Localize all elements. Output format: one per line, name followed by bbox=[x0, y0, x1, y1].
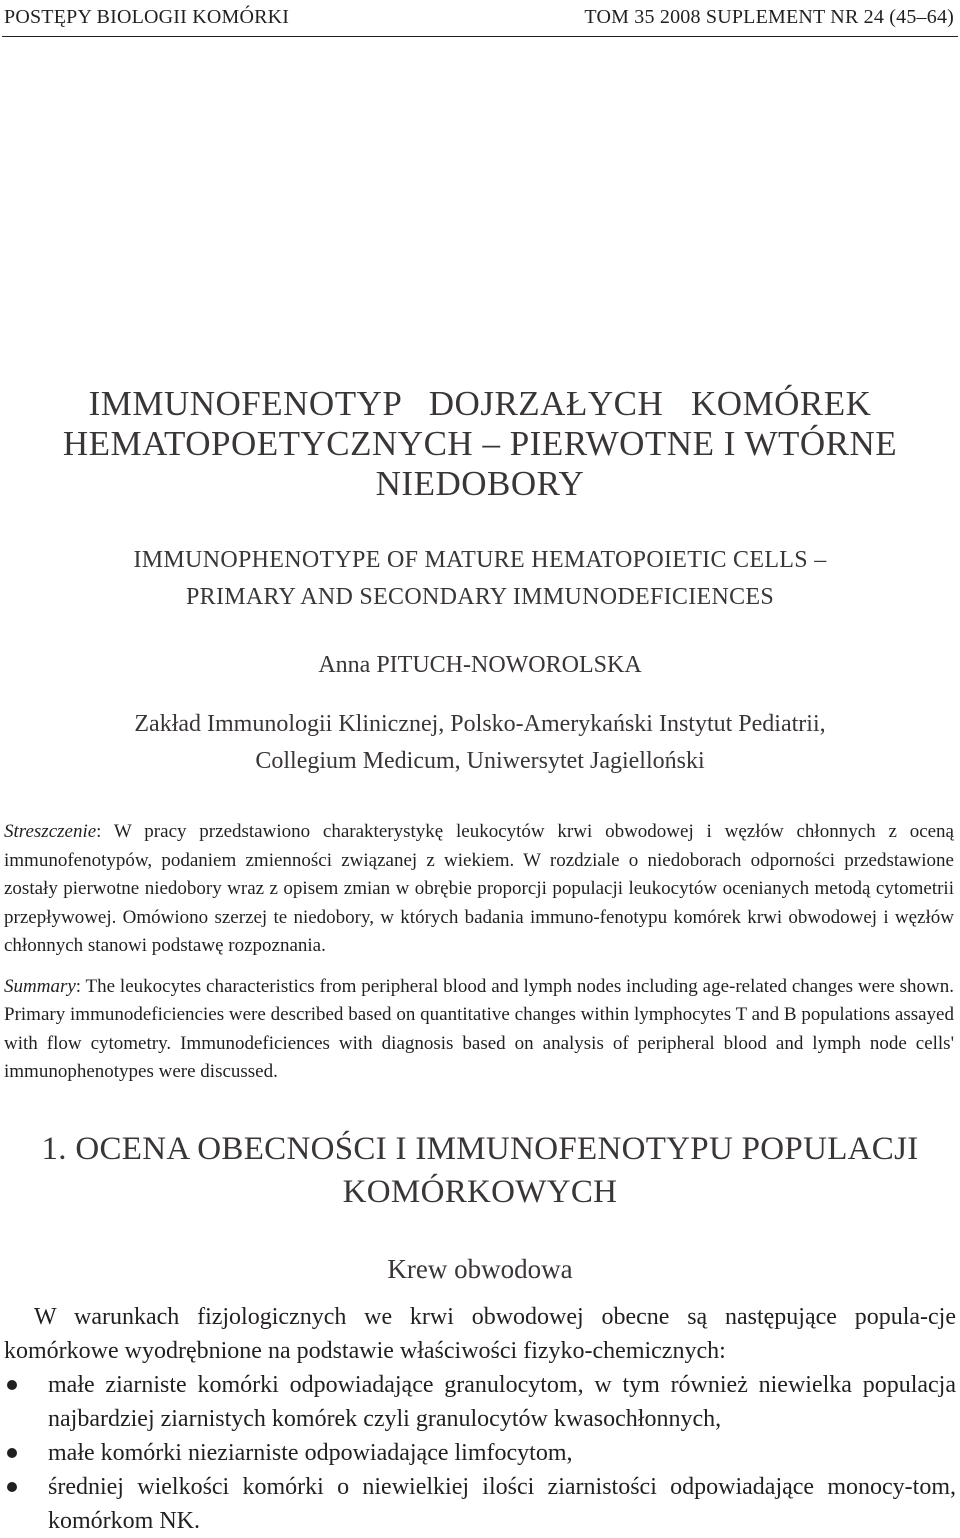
subsection-heading: Krew obwodowa bbox=[387, 1254, 573, 1284]
affiliation-line-2: Collegium Medicum, Uniwersytet Jagielloński bbox=[255, 748, 705, 774]
bullet-icon bbox=[7, 1380, 17, 1390]
title-polish-line-3: NIEDOBORY bbox=[375, 464, 585, 503]
header-rule bbox=[2, 36, 958, 37]
title-polish-line-1: IMMUNOFENOTYP DOJRZAŁYCH KOMÓREK bbox=[88, 384, 872, 423]
author-affiliation bbox=[0, 706, 960, 780]
list-item-text: średniej wielkości komórki o niewielkiej ilości ziarnistości odpowiadające monocy-tom, komórkom NK. bbox=[48, 1474, 956, 1534]
affiliation-line-1: Zakład Immunologii Klinicznej, Polsko-Amerykański Instytut Pediatrii, bbox=[134, 711, 826, 737]
list-item bbox=[4, 1470, 956, 1538]
summary-label: Summary bbox=[4, 975, 76, 997]
author-name: Anna PITUCH-NOWOROLSKA bbox=[318, 652, 642, 678]
running-header bbox=[4, 6, 954, 29]
issue-info: TOM 35 2008 SUPLEMENT NR 24 (45–64) bbox=[584, 6, 954, 28]
section-heading-line-2: KOMÓRKOWYCH bbox=[342, 1174, 618, 1210]
cell-population-list bbox=[4, 1368, 956, 1538]
list-item bbox=[4, 1368, 956, 1436]
abstract-english bbox=[4, 973, 954, 1087]
bullet-icon bbox=[7, 1448, 17, 1458]
journal-name: POSTĘPY BIOLOGII KOMÓRKI bbox=[4, 6, 290, 28]
abstract-block bbox=[4, 818, 954, 1087]
streszczenie-label: Streszczenie bbox=[4, 821, 97, 842]
streszczenie-text: : W pracy przedstawiono charakterystykę leukocytów krwi obwodowej i węzłów chłonnych z oceną immunofenotypów, podaniem zmienności związanej z wiekiem. W rozdziale o niedoborach odporności przedstawione zostały pierwotne niedobory wraz z opisem zmian w obrębie proporcji populacji leukocytów ocenianych metodą cytometrii przepływowej. Omówiono szerzej te niedobory, w których badania immuno-fenotypu komórek krwi obwodowej i węzłów chłonnych stanowi podstawę rozpoznania. bbox=[4, 821, 954, 956]
title-polish bbox=[0, 384, 960, 504]
list-item-text: małe komórki nieziarniste odpowiadające limfocytom, bbox=[48, 1440, 573, 1466]
bullet-icon bbox=[7, 1482, 17, 1492]
section-heading bbox=[0, 1128, 960, 1214]
summary-text: : The leukocytes characteristics from peripheral blood and lymph nodes including age-related changes were shown. Primary immunodeficiencies were described based on quantitative changes within lymphocytes T and B populations assayed with flow cytometry. Immunodeficiences with diagnosis based on analysis of peripheral blood and lymph node cells' immunophenotypes were discussed. bbox=[4, 975, 954, 1082]
section-heading-line-1: 1. OCENA OBECNOŚCI I IMMUNOFENOTYPU POPULACJI bbox=[41, 1131, 919, 1167]
abstract-polish bbox=[4, 818, 954, 961]
body-text bbox=[4, 1300, 956, 1538]
title-english-line-1: IMMUNOPHENOTYPE OF MATURE HEMATOPOIETIC CELLS – bbox=[133, 547, 827, 573]
list-item-text: małe ziarniste komórki odpowiadające granulocytom, w tym również niewielka populacja najbardziej ziarnistych komórek czyli granulocytów kwasochłonnych, bbox=[48, 1372, 956, 1432]
title-english-line-2: PRIMARY AND SECONDARY IMMUNODEFICIENCES bbox=[186, 584, 774, 610]
title-polish-line-2: HEMATOPOETYCZNYCH – PIERWOTNE I WTÓRNE bbox=[62, 424, 898, 463]
intro-paragraph: W warunkach fizjologicznych we krwi obwodowej obecne są następujące popula-cje komórkowe wyodrębnione na podstawie właściwości fizyko-chemicznych: bbox=[4, 1304, 956, 1364]
title-english bbox=[0, 542, 960, 616]
list-item bbox=[4, 1436, 956, 1470]
